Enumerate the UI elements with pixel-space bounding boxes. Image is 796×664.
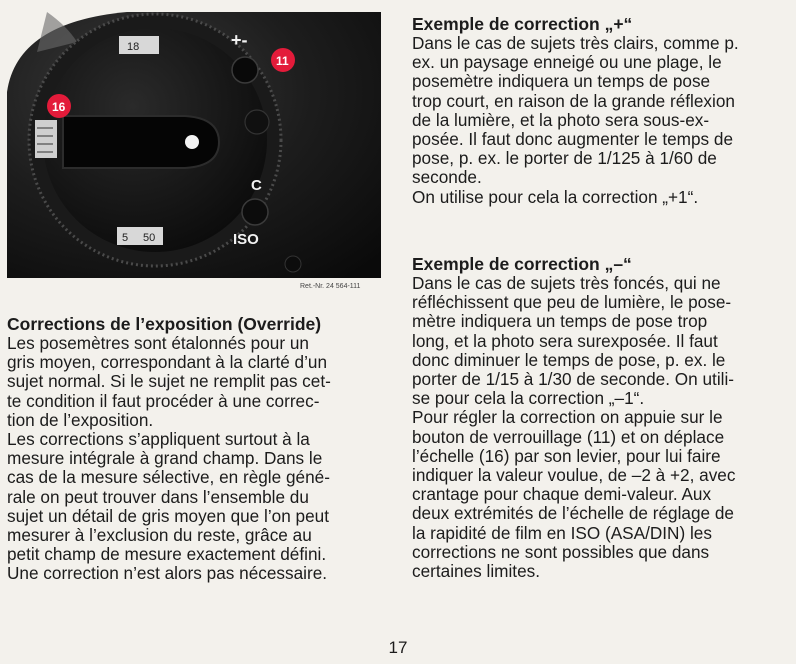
text-line: mètre indiquera un temps de pose trop	[412, 311, 708, 332]
iso-label: ISO	[233, 231, 259, 248]
text-line: la rapidité de film en ISO (ASA/DIN) les	[412, 522, 712, 543]
text-line: seconde.	[412, 167, 482, 188]
paragraph-plus	[412, 34, 788, 207]
c-label: C	[251, 177, 262, 194]
paragraph-calibration	[7, 334, 379, 430]
section-heading-override: Corrections de l’exposition (Override)	[7, 314, 322, 334]
text-line: On utilise pour cela la correction „+1“.	[412, 186, 699, 207]
iso-button	[242, 199, 268, 225]
paragraph-usage	[7, 430, 379, 584]
text-line: gris moyen, correspondant à la clarté d’un	[7, 352, 328, 373]
text-line: l’échelle (16) par son levier, pour lui faire	[412, 445, 721, 466]
text-line: porter de 1/15 à 1/30 de seconde. On utili-	[412, 369, 734, 390]
text-line: bouton de verrouillage (11) et on déplace	[412, 426, 725, 447]
text-line: posée. Il faut donc augmenter le temps de	[412, 129, 734, 150]
dial-value-top: 18	[127, 41, 140, 53]
text-line: pose, p. ex. le porter de 1/125 à 1/60 de	[412, 148, 717, 169]
text-line: indiquer la valeur voulue, de –2 à +2, avec	[412, 465, 736, 486]
text-line: Pour régler la correction on appuie sur le	[412, 407, 723, 428]
left-column	[7, 314, 379, 584]
text-line: Dans le cas de sujets très foncés, qui ne	[412, 273, 721, 293]
section-heading-minus: Exemple de correction „–“	[412, 254, 632, 274]
text-line: Une correction n’est alors pas nécessaire.	[7, 563, 328, 584]
text-line: sujet normal. Si le sujet ne remplit pas cet-	[7, 371, 331, 392]
text-line: Les posemètres sont étalonnés pour un	[7, 333, 309, 353]
text-line: de la lumière, et la photo sera sous-ex-	[412, 109, 710, 130]
camera-dial-illustration	[7, 12, 381, 278]
text-line: se pour cela la correction „–1“.	[412, 388, 645, 409]
dial-value-bottom-left: 5	[122, 232, 129, 244]
camera-dial-photo	[7, 12, 381, 278]
text-line: certaines limites.	[412, 561, 540, 582]
text-line: sujet un détail de gris moyen que l’on peut	[7, 505, 329, 526]
text-line: réfléchissent que peu de lumière, le pose-	[412, 292, 732, 313]
text-line: Dans le cas de sujets très clairs, comme p.	[412, 33, 739, 53]
callout-16-label: 16	[52, 100, 66, 114]
text-line: donc diminuer le temps de pose, p. ex. le	[412, 349, 726, 370]
section-heading-plus: Exemple de correction „+“	[412, 14, 633, 34]
small-button-1	[245, 110, 269, 134]
right-column-minus	[412, 254, 788, 581]
text-line: tion de l’exposition.	[7, 409, 154, 430]
text-line: mesurer à l’exclusion du reste, grâce au	[7, 525, 312, 546]
text-line: ex. un paysage enneigé ou une plage, le	[412, 52, 722, 73]
page-number: 17	[388, 638, 408, 657]
text-line: cas de la mesure sélective, en règle géné-	[7, 467, 330, 488]
text-line: te condition il faut procéder à une correc-	[7, 390, 320, 411]
text-line: Les corrections s’appliquent surtout à la	[7, 429, 310, 450]
text-line: petit champ de mesure exactement défini.	[7, 544, 327, 565]
text-line: posemètre indiquera un temps de pose	[412, 71, 711, 92]
plus-minus-label: +-	[231, 30, 248, 50]
lever-dot	[185, 135, 199, 149]
text-line: mesure intégrale à grand champ. Dans le	[7, 448, 323, 469]
text-line: crantage pour chaque demi-valeur. Aux	[412, 484, 712, 505]
text-line: rale on peut trouver dans l’ensemble du	[7, 486, 309, 507]
right-column-plus	[412, 14, 788, 207]
text-line: trop court, en raison de la grande réflexion	[412, 90, 735, 111]
lock-button	[232, 57, 258, 83]
callout-11-label: 11	[276, 54, 289, 68]
paragraph-procedure	[412, 408, 788, 581]
text-line: long, et la photo sera surexposée. Il faut	[412, 330, 718, 351]
dial-value-bottom-right: 50	[143, 232, 156, 244]
photo-caption: Ret.-Nr. 24 564-111	[300, 283, 361, 290]
paragraph-minus	[412, 274, 788, 408]
text-line: deux extrémités de l’échelle de réglage de	[412, 503, 734, 524]
text-line: corrections ne sont possibles que dans	[412, 541, 710, 562]
